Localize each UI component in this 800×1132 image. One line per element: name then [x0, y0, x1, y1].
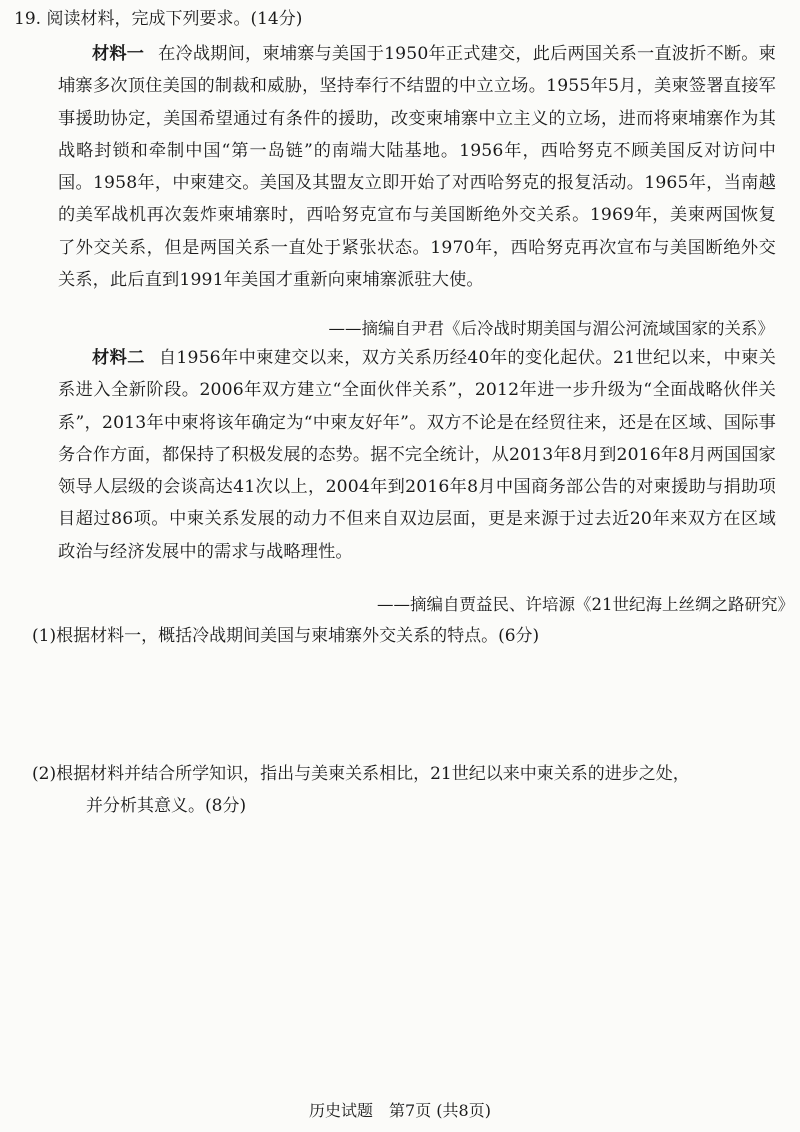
page-footer: 历史试题 第7页 (共8页): [309, 1101, 491, 1120]
material-one-paragraph: [58, 38, 776, 296]
material-two-label: 材料二: [92, 348, 145, 368]
question-title: 19. 阅读材料，完成下列要求。(14分): [14, 9, 303, 29]
material-two-text: 自1956年中柬建交以来，双方关系历经40年的变化起伏。21世纪以来，中柬关系进入全新阶段。2006年双方建立“全面伙伴关系”，2012年进一步升级为“全面战略伙伴关系”，2013年中柬将该年确定为“中柬友好年”。双方不论是在经贸往来，还是在区域、国际事务合作方面，都保持了积极发展的态势。据不完全统计，从2013年8月到2016年8月两国国家领导人层级的会谈高达41次以上，2004年到2016年8月中国商务部公告的对柬援助与捐助项目超过86项。中柬关系发展的动力不但来自双边层面，更是来源于过去近20年来双方在区域政治与经济发展中的需求与战略理性。: [58, 348, 777, 562]
sub-question-2-line1: (2)根据材料并结合所学知识，指出与美柬关系相比，21世纪以来中柬关系的进步之处，: [32, 764, 690, 784]
material-two-paragraph: [58, 342, 776, 568]
material-one: [58, 38, 776, 296]
material-two-source: ——摘编自贾益民、许培源《21世纪海上丝绸之路研究》: [377, 595, 794, 614]
sub-question-2-line2: 并分析其意义。(8分): [86, 796, 247, 816]
sub-question-1: (1)根据材料一，概括冷战期间美国与柬埔寨外交关系的特点。(6分): [32, 626, 540, 646]
sub-question-2: [32, 758, 774, 822]
material-one-source: ——摘编自尹君《后冷战时期美国与湄公河流域国家的关系》: [328, 319, 774, 338]
material-one-label: 材料一: [92, 44, 145, 64]
material-two: [58, 342, 776, 568]
material-one-text: 在冷战期间，柬埔寨与美国于1950年正式建交，此后两国关系一直波折不断。柬埔寨多次顶住美国的制裁和威胁，坚持奉行不结盟的中立立场。1955年5月，美柬签署直接军事援助协定，美国希望通过有条件的援助，改变柬埔寨中立主义的立场，进而将柬埔寨作为其战略封锁和牵制中国“第一岛链”的南端大陆基地。1956年，西哈努克不顾美国反对访问中国。1958年，中柬建交。美国及其盟友立即开始了对西哈努克的报复活动。1965年，当南越的美军战机再次轰炸柬埔寨时，西哈努克宣布与美国断绝外交关系。1969年，美柬两国恢复了外交关系，但是两国关系一直处于紧张状态。1970年，西哈努克再次宣布与美国断绝外交关系，此后直到1991年美国才重新向柬埔寨派驻大使。: [58, 44, 776, 291]
